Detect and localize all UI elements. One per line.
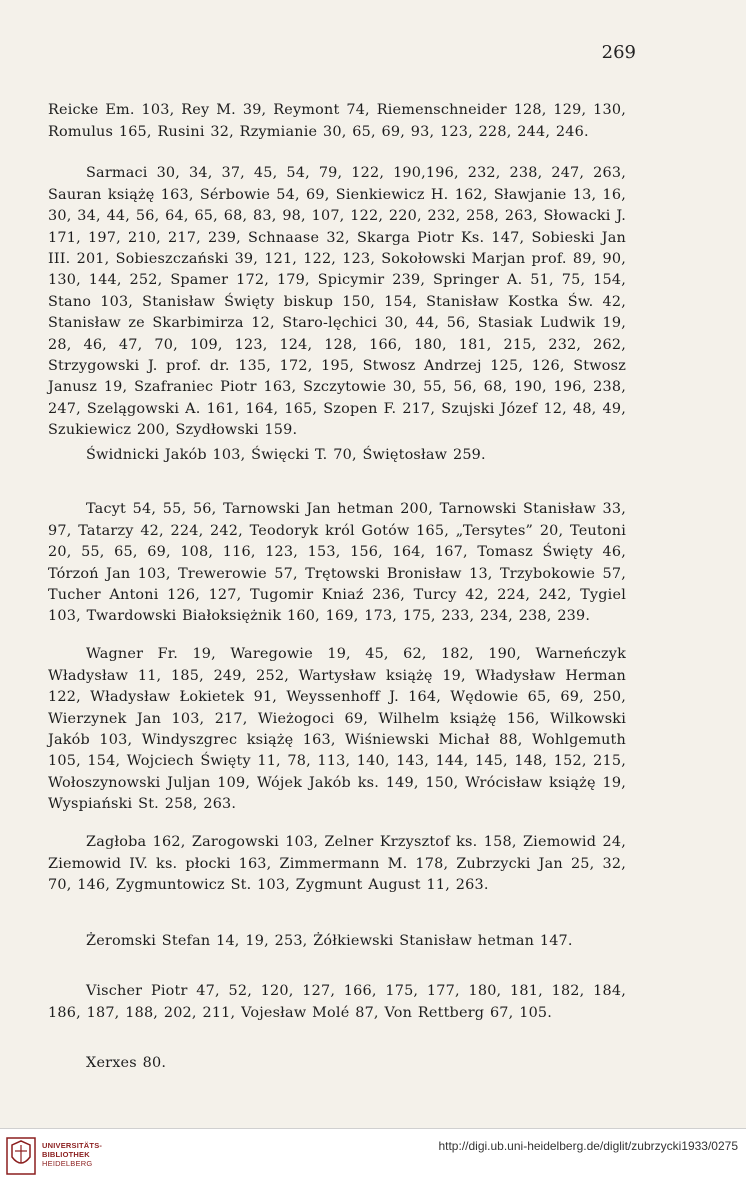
index-paragraph-x: Xerxes 80.	[86, 1055, 167, 1072]
index-paragraph-s: Sarmaci 30, 34, 37, 45, 54, 79, 122, 190,196, 232, 238, 247, 263, Sauran książę 163, Sérbowie 54, 69, Sienkiewicz H. 162, Sławjanie 13, 16, 30, 34, 44, 56, 64, 65, 68, 83, 98, 107, 122, 220, 232, 258, 263, Słowacki J. 171, 197, 210, 217, 239, Schnaase 32, Skarga Piotr Ks. 147, Sobieski Jan III. 201, Sobieszczański 39, 121, 122, 123, Sokołowski Marjan prof. 89, 90, 130, 144, 252, Spamer 172, 179, Spicymir 239, Springer A. 51, 75, 154, Stano 103, Stanisław Święty biskup 150, 154, Stanisław Kostka Św. 42, Stanisław ze Skarbimirza 12, Staro-lęchici 30, 44, 56, Stasiak Ludwik 19, 28, 46, 47, 70, 109, 123, 124, 128, 166, 180, 181, 215, 232, 262, Strzygowski J. prof. dr. 135, 172, 195, Stwosz Andrzej 125, 126, Stwosz Janusz 19, Szafraniec Piotr 163, Szczytowie 30, 55, 56, 68, 190, 196, 238, 247, Szelągowski A. 161, 164, 165, Szopen F. 217, Szujski Józef 12, 48, 49, Szukiewicz 200, Szydłowski 159.	[48, 165, 626, 439]
index-paragraph-w: Wagner Fr. 19, Waregowie 19, 45, 62, 182, 190, Warneńczyk Władysław 11, 185, 249, 252, Wartysław książę 19, Władysław Herman 122, Władysław Łokietek 91, Weyssenhoff J. 164, Wędowie 65, 69, 250, Wierzynek Jan 103, 217, Wieżogoci 69, Wilhelm książę 156, Wilkowski Jakób 103, Windyszgrec książę 163, Wiśniewski Michał 88, Wohlgemuth 105, 154, Wojciech Święty 11, 78, 113, 140, 143, 144, 145, 148, 152, 215, Wołoszynowski Juljan 109, Wójek Jakób ks. 149, 150, Wrócisław książę 19, Wyspiański St. 258, 263.	[48, 646, 626, 813]
index-paragraph-z-dot: Żeromski Stefan 14, 19, 253, Żółkiewski Stanisław hetman 147.	[86, 933, 573, 950]
university-library-logo-icon	[6, 1137, 36, 1175]
index-paragraph-t: Tacyt 54, 55, 56, Tarnowski Jan hetman 200, Tarnowski Stanisław 33, 97, Tatarzy 42, 224, 242, Teodoryk król Gotów 165, „Tersytes” 20, Teutoni 20, 55, 65, 69, 108, 116, 123, 153, 156, 164, 167, Tomasz Święty 46, Tórzoń Jan 103, Trewerowie 57, Trętowski Bronisław 13, Trzybokowie 57, Tucher Antoni 126, 127, Tugomir Kniaź 236, Turcy 42, 224, 242, Tygiel 103, Twardowski Białoksiężnik 160, 169, 173, 175, 233, 234, 238, 239.	[48, 501, 626, 625]
index-paragraph-s-acute: Świdnicki Jakób 103, Święcki T. 70, Świętosław 259.	[86, 447, 486, 464]
index-paragraph-v: Vischer Piotr 47, 52, 120, 127, 166, 175, 177, 180, 181, 182, 184, 186, 187, 188, 202, 211, Vojesław Molé 87, Von Rettberg 67, 105.	[48, 983, 626, 1021]
library-name	[42, 1141, 102, 1168]
index-paragraph-r: Reicke Em. 103, Rey M. 39, Reymont 74, Riemenschneider 128, 129, 130, Romulus 165, Rusini 32, Rzymianie 30, 65, 69, 93, 123, 228, 244, 246.	[48, 102, 626, 140]
footer-bar	[0, 1128, 746, 1184]
source-url-link[interactable]: http://digi.ub.uni-heidelberg.de/diglit/zubrzycki1933/0275	[438, 1139, 738, 1153]
library-name-line3: HEIDELBERG	[42, 1159, 93, 1168]
library-name-line2: BIBLIOTHEK	[42, 1150, 90, 1159]
library-name-line1: UNIVERSITÄTS-	[42, 1141, 103, 1150]
index-paragraph-z: Zagłoba 162, Zarogowski 103, Zelner Krzysztof ks. 158, Ziemowid 24, Ziemowid IV. ks. płocki 163, Zimmermann M. 178, Zubrzycki Jan 25, 32, 70, 146, Zygmuntowicz St. 103, Zygmunt August 11, 263.	[48, 834, 626, 894]
page-number: 269	[601, 42, 636, 63]
